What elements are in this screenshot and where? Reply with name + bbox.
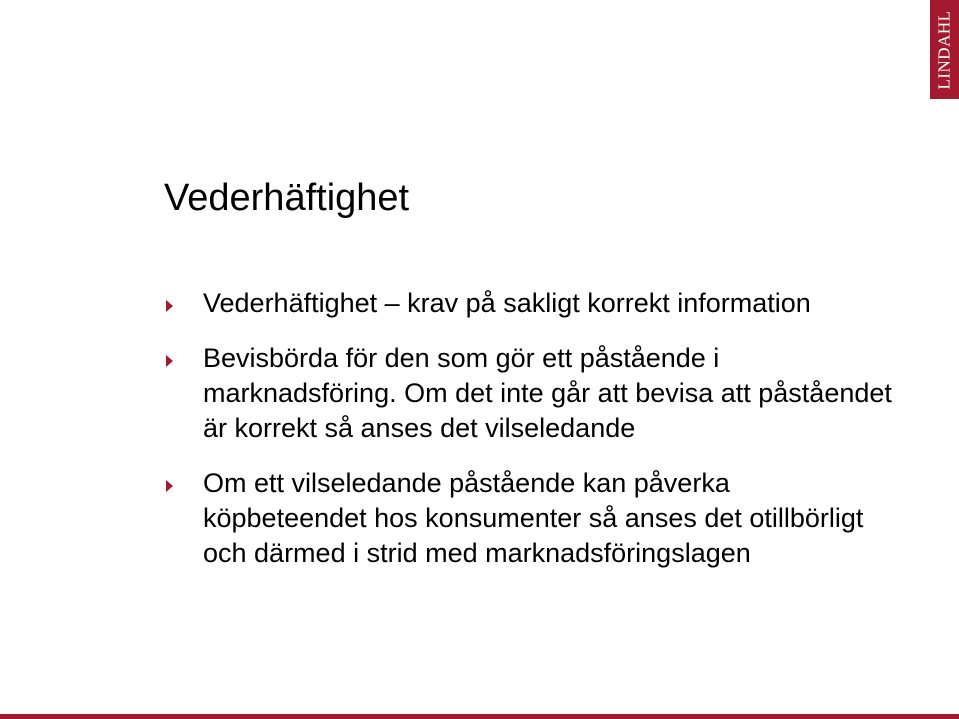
triangle-right-icon <box>166 300 173 312</box>
bullet-item <box>163 286 893 321</box>
bullet-item <box>163 466 893 571</box>
bottom-divider <box>0 714 959 719</box>
bullet-text: Om ett vilseledande påstående kan påverka köpbeteendet hos konsumenter så anses det otillbörligt och därmed i strid med marknadsföringslagen <box>203 468 864 568</box>
triangle-right-icon <box>166 480 173 492</box>
triangle-right-icon <box>166 355 173 367</box>
bullet-list <box>163 286 893 591</box>
brand-logo <box>930 0 959 99</box>
bullet-text: Bevisbörda för den som gör ett påstående i marknadsföring. Om det inte går att bevisa att påståendet är korrekt så anses det vilseledande <box>203 343 892 443</box>
brand-logo-text: LINDAHL <box>934 9 954 90</box>
bullet-text: Vederhäftighet – krav på sakligt korrekt information <box>203 288 811 318</box>
slide-title: Vederhäftighet <box>164 177 410 219</box>
bullet-item <box>163 341 893 446</box>
